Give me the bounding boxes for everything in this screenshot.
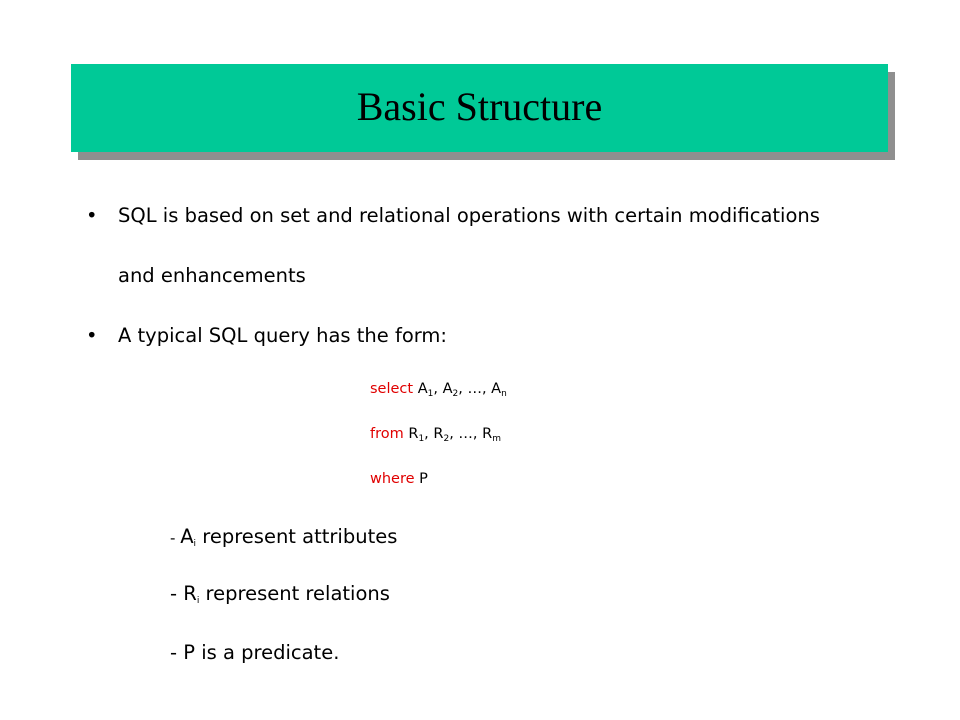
bullet-icon: •: [86, 204, 98, 227]
note-attributes: - $A_i$ represent attributes: [170, 525, 398, 549]
from-keyword: from: [370, 426, 404, 442]
slide-title: Basic Structure: [356, 83, 603, 129]
query-select-line: select $A_1$, $A_2$, …, $A_n$: [370, 381, 507, 399]
note-predicate: - P is a predicate.: [170, 641, 340, 664]
select-keyword: select: [370, 381, 414, 397]
title-banner: [71, 64, 888, 152]
bullet-text-line1: SQL is based on set and relational operations with certain modifications: [118, 204, 820, 227]
query-from-line: from $R_1$, $R_2$, …, $R_m$: [370, 426, 501, 444]
note-relations: - $R_i$ represent relations: [170, 582, 390, 606]
bullet-text-line2: and enhancements: [118, 264, 306, 287]
predicate: P: [419, 471, 428, 487]
bullet-icon: •: [86, 324, 98, 347]
bullet-text-line1: A typical SQL query has the form:: [118, 324, 447, 347]
where-keyword: where: [370, 471, 415, 487]
query-where-line: [370, 471, 428, 487]
